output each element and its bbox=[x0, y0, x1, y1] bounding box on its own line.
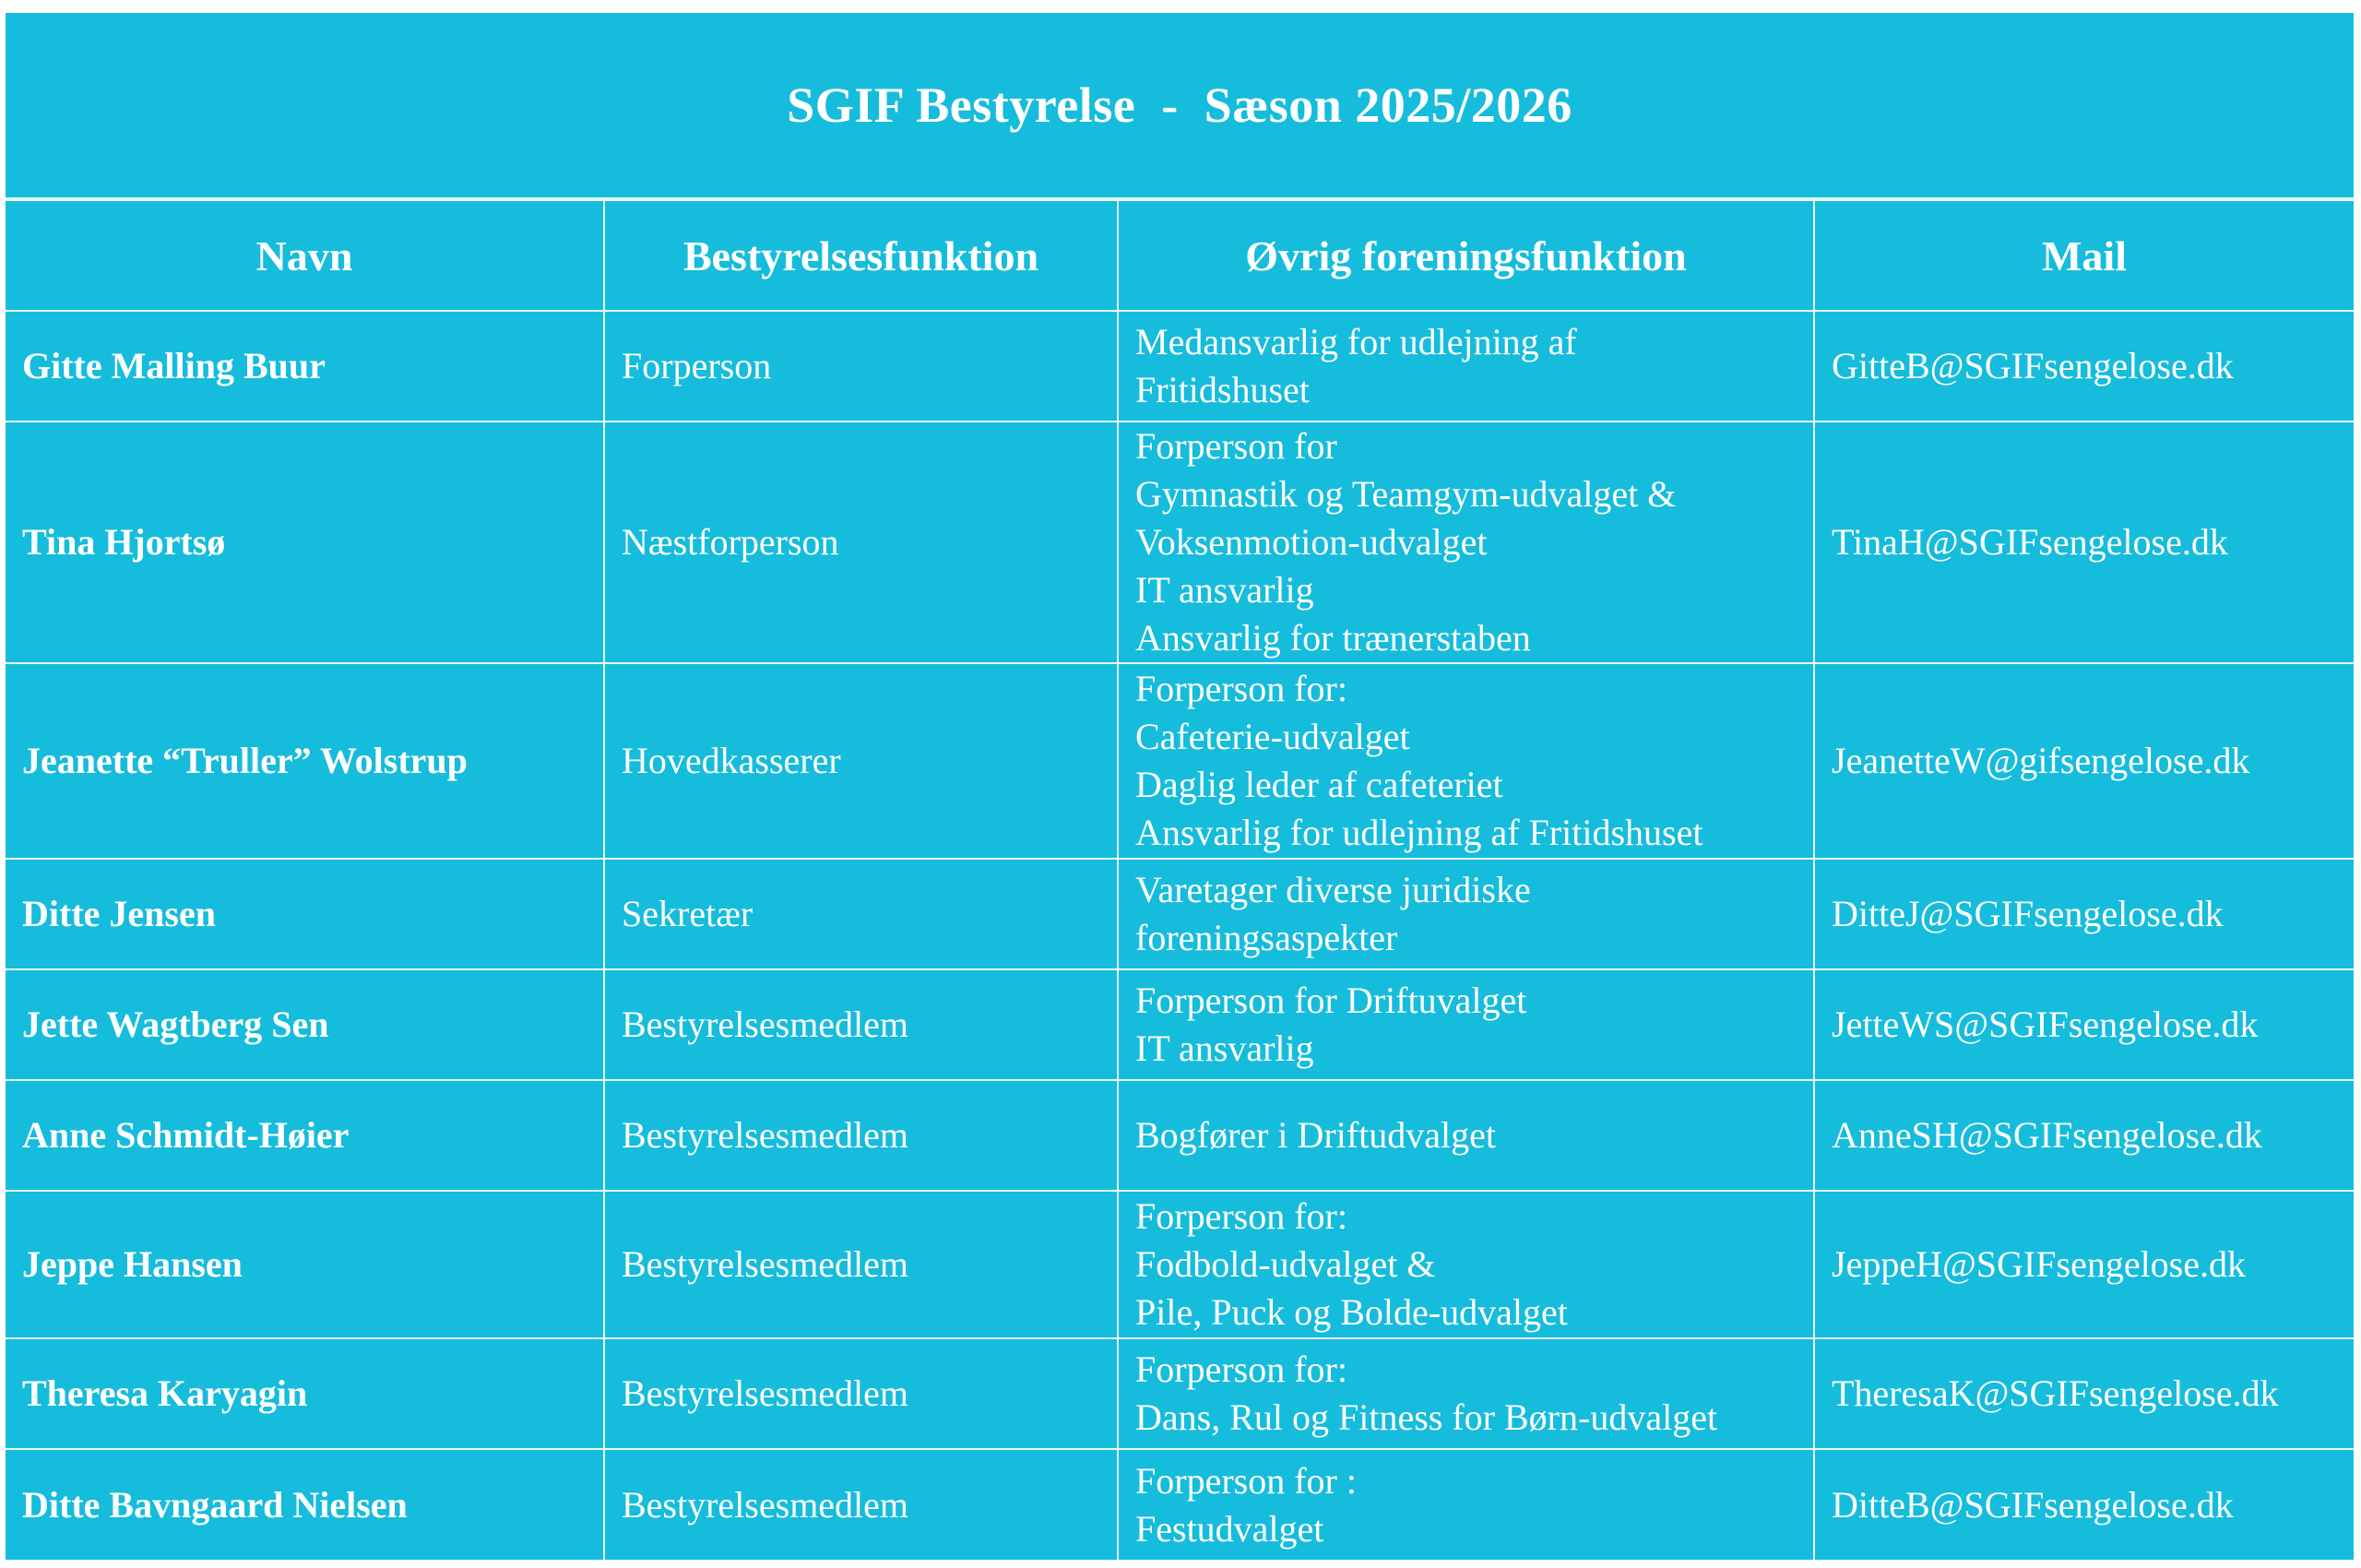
column-header-mail: Mail bbox=[1814, 200, 2354, 311]
column-header-board-role: Bestyrelsesfunktion bbox=[604, 200, 1118, 311]
board-table-panel bbox=[6, 13, 2354, 1560]
table-row bbox=[6, 1449, 2354, 1560]
table-row bbox=[6, 1191, 2354, 1338]
table-row bbox=[6, 663, 2354, 859]
other-role-line: Forperson for: bbox=[1135, 1195, 1347, 1237]
board-role: Bestyrelsesmedlem bbox=[604, 1449, 1118, 1560]
board-role: Forperson bbox=[604, 311, 1118, 422]
other-role-line: foreningsaspekter bbox=[1135, 917, 1398, 958]
other-role-line: Ansvarlig for trænerstaben bbox=[1135, 617, 1531, 659]
member-mail: JetteWS@SGIFsengelose.dk bbox=[1814, 969, 2354, 1080]
other-role-line: Forperson for: bbox=[1135, 1348, 1347, 1390]
other-role-line: Gymnastik og Teamgym-udvalget & bbox=[1135, 473, 1677, 515]
other-role-line: Bogfører i Driftudvalget bbox=[1135, 1114, 1496, 1156]
member-name: Jeanette “Truller” Wolstrup bbox=[6, 663, 604, 859]
member-name: Ditte Jensen bbox=[6, 859, 604, 969]
table-row bbox=[6, 1080, 2354, 1191]
table-row bbox=[6, 859, 2354, 969]
other-role bbox=[1118, 422, 1814, 663]
board-role: Hovedkasserer bbox=[604, 663, 1118, 859]
board-role: Bestyrelsesmedlem bbox=[604, 1080, 1118, 1191]
other-role-line: Dans, Rul og Fitness for Børn-udvalget bbox=[1135, 1396, 1718, 1438]
board-role: Sekretær bbox=[604, 859, 1118, 969]
member-name: Theresa Karyagin bbox=[6, 1338, 604, 1449]
other-role-line: IT ansvarlig bbox=[1135, 1028, 1314, 1069]
other-role bbox=[1118, 1338, 1814, 1449]
table-row bbox=[6, 969, 2354, 1080]
other-role bbox=[1118, 1191, 1814, 1338]
header-row bbox=[6, 200, 2354, 311]
board-role: Bestyrelsesmedlem bbox=[604, 1338, 1118, 1449]
other-role-line: Voksenmotion-udvalget bbox=[1135, 521, 1488, 563]
member-name: Jeppe Hansen bbox=[6, 1191, 604, 1338]
member-name: Ditte Bavngaard Nielsen bbox=[6, 1449, 604, 1560]
other-role-line: Festudvalget bbox=[1135, 1507, 1324, 1550]
member-mail: TheresaK@SGIFsengelose.dk bbox=[1814, 1338, 2354, 1449]
other-role-line: Varetager diverse juridiske bbox=[1135, 869, 1531, 910]
member-mail: DitteB@SGIFsengelose.dk bbox=[1814, 1449, 2354, 1560]
member-mail: JeppeH@SGIFsengelose.dk bbox=[1814, 1191, 2354, 1338]
other-role bbox=[1118, 1449, 1814, 1560]
other-role bbox=[1118, 1080, 1814, 1191]
member-mail: TinaH@SGIFsengelose.dk bbox=[1814, 422, 2354, 663]
board-role: Bestyrelsesmedlem bbox=[604, 1191, 1118, 1338]
member-mail: GitteB@SGIFsengelose.dk bbox=[1814, 311, 2354, 422]
page-title: SGIF Bestyrelse - Sæson 2025/2026 bbox=[787, 77, 1572, 133]
member-name: Gitte Malling Buur bbox=[6, 311, 604, 422]
table-row bbox=[6, 422, 2354, 663]
other-role-line: IT ansvarlig bbox=[1135, 569, 1314, 611]
other-role bbox=[1118, 969, 1814, 1080]
other-role-line: Forperson for Driftuvalget bbox=[1135, 980, 1527, 1021]
column-header-name: Navn bbox=[6, 200, 604, 311]
table-row bbox=[6, 1338, 2354, 1449]
other-role bbox=[1118, 663, 1814, 859]
member-mail: AnneSH@SGIFsengelose.dk bbox=[1814, 1080, 2354, 1191]
member-name: Tina Hjortsø bbox=[6, 422, 604, 663]
board-members-table bbox=[6, 199, 2354, 1560]
other-role-line: Fodbold-udvalget & bbox=[1135, 1243, 1436, 1285]
other-role bbox=[1118, 859, 1814, 969]
column-header-other-role: Øvrig foreningsfunktion bbox=[1118, 200, 1814, 311]
other-role-line: Fritidshuset bbox=[1135, 369, 1310, 410]
member-name: Jette Wagtberg Sen bbox=[6, 969, 604, 1080]
board-role: Næstforperson bbox=[604, 422, 1118, 663]
member-name: Anne Schmidt-Høier bbox=[6, 1080, 604, 1191]
other-role bbox=[1118, 311, 1814, 422]
other-role-line: Medansvarlig for udlejning af bbox=[1135, 321, 1577, 362]
other-role-line: Ansvarlig for udlejning af Fritidshuset bbox=[1135, 812, 1703, 853]
member-mail: JeanetteW@gifsengelose.dk bbox=[1814, 663, 2354, 859]
title-bar bbox=[6, 13, 2354, 199]
member-mail: DitteJ@SGIFsengelose.dk bbox=[1814, 859, 2354, 969]
other-role-line: Forperson for bbox=[1135, 425, 1337, 467]
other-role-line: Forperson for : bbox=[1135, 1459, 1357, 1502]
other-role-line: Pile, Puck og Bolde-udvalget bbox=[1135, 1291, 1568, 1333]
board-role: Bestyrelsesmedlem bbox=[604, 969, 1118, 1080]
other-role-line: Forperson for: bbox=[1135, 668, 1347, 709]
table-row bbox=[6, 311, 2354, 422]
other-role-line: Daglig leder af cafeteriet bbox=[1135, 764, 1503, 805]
other-role-line: Cafeterie-udvalget bbox=[1135, 716, 1410, 757]
